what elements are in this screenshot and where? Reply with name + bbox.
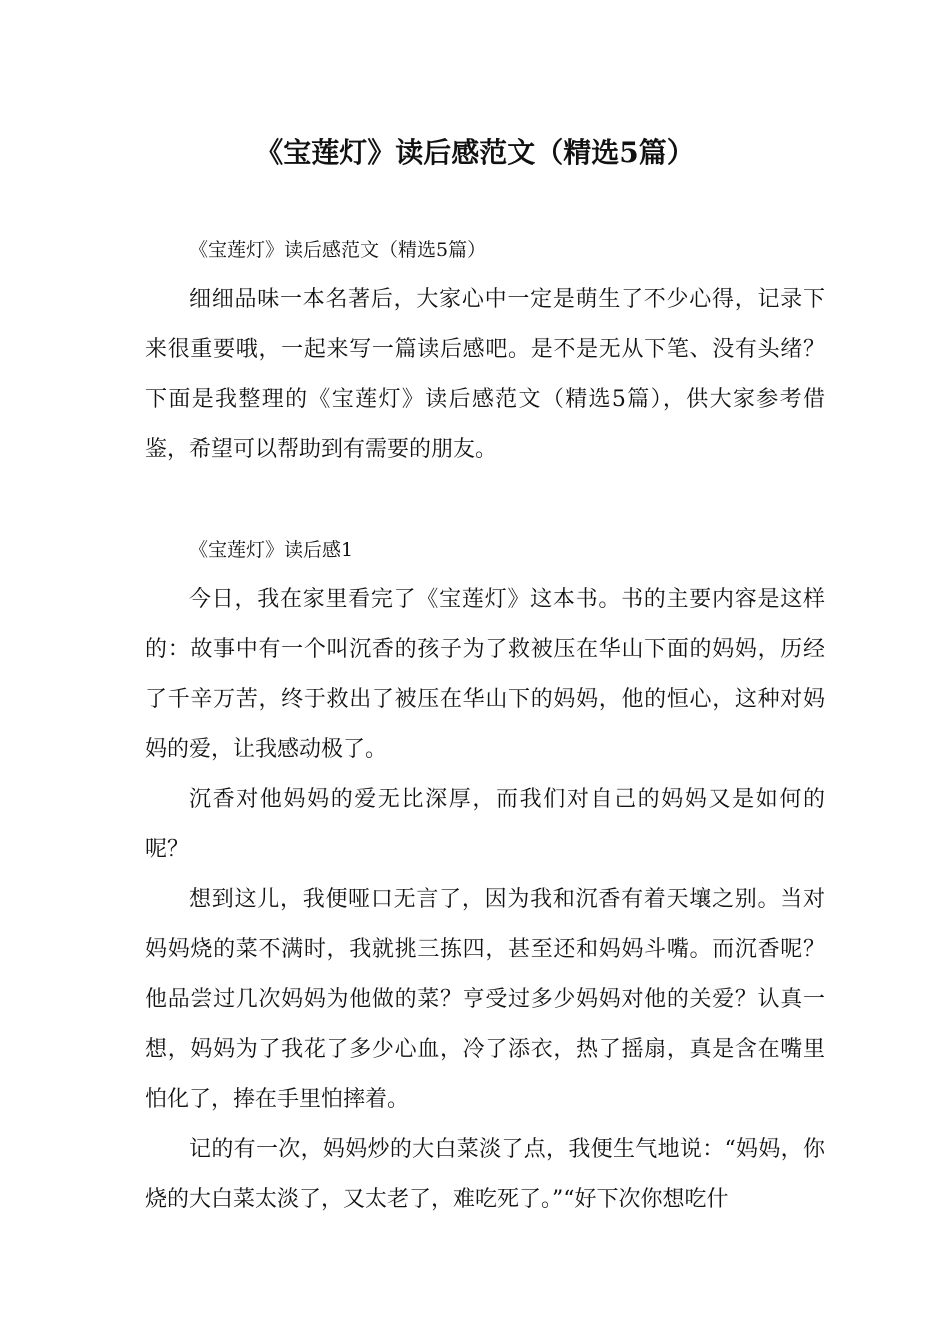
intro-paragraph: 细细品味一本名著后，大家心中一定是萌生了不少心得，记录下来很重要哦，一起来写一篇读后感吧。是不是无从下笔、没有头绪？下面是我整理的《宝莲灯》读后感范文（精选5篇），供大家参考借鉴，希望可以帮助到有需要的朋友。 <box>145 287 825 462</box>
page-title: 《宝莲灯》读后感范文（精选5篇） <box>255 136 695 169</box>
essay-1-paragraph: 沉香对他妈妈的爱无比深厚，而我们对自己的妈妈又是如何的呢？ <box>145 787 825 862</box>
essay-1-paragraph: 想到这儿，我便哑口无言了，因为我和沉香有着天壤之别。当对妈妈烧的菜不满时，我就挑三拣四，甚至还和妈妈斗嘴。而沉香呢？他品尝过几次妈妈为他做的菜？亨受过多少妈妈对他的关爱？认真一想，妈妈为了我花了多少心血，冷了添衣，热了摇扇，真是含在嘴里怕化了，捧在手里怕摔着。 <box>145 887 825 1112</box>
intro-subheading: 《宝莲灯》读后感范文（精选5篇） <box>189 239 487 261</box>
essay-1-paragraph: 今日，我在家里看完了《宝莲灯》这本书。书的主要内容是这样的：故事中有一个叫沉香的孩子为了救被压在华山下面的妈妈，历经了千辛万苦，终于救出了被压在华山下的妈妈，他的恒心，这种对妈妈的爱，让我感动极了。 <box>145 587 825 762</box>
intro-section <box>145 225 825 475</box>
essay-1-section <box>145 525 825 1225</box>
essay-1-heading: 《宝莲灯》读后感1 <box>189 539 354 561</box>
essay-1-paragraph: 记的有一次，妈妈炒的大白菜淡了点，我便生气地说：“妈妈，你烧的大白菜太淡了，又太老了，难吃死了。”“好下次你想吃什 <box>145 1137 825 1212</box>
